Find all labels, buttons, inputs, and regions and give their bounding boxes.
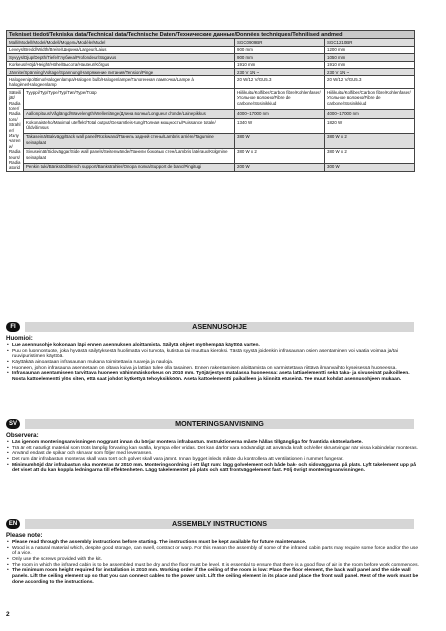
- row-label: Sivuseinät/Sidoväggar/Side wall panels/Seitenwände/Панели боковых стен/Lambris latéraux/Külgmine seinaplaat: [24, 148, 235, 163]
- language-badge-sv: SV: [6, 419, 20, 429]
- row-label: Aallonpituus/Våglängd/Wavelength/Wellenlänge/Длина волны/Longueur d'onde/Lainepikkus: [24, 110, 235, 119]
- instruction-list-sv: [6, 440, 420, 474]
- row-label: Halogeenipolttimo/Halogenlampa/Halogen bulb/Halogenlampe/Галогенная лампочка/Lampe à halogène/Halogeenlamp: [7, 76, 235, 89]
- table-row: [7, 61, 415, 68]
- list-item: • Wood is a natural material which, despite good storage, can swell, contract or warp. For this reason the assembly of some of the infrared cabin parts may require some force and/or the use of a vice.: [12, 546, 420, 557]
- row-value: 1050 mm: [325, 54, 415, 61]
- row-label: Tyyppi/Typ/Type/Typ/Тип/Type/Tüüp: [24, 89, 235, 110]
- list-item: • Lue asennusohje kokonaan läpi ennen asennuksen aloittamista. Säilytä ohjeet myöhempää käyttöä varten.: [12, 343, 420, 349]
- section-title-bar: [25, 322, 414, 332]
- row-label: Jännite/Spänning/Voltage/Spannung/Напряжение питания/Tension/Pinge: [7, 69, 235, 76]
- table-row: [7, 163, 415, 172]
- table-title: Tekniset tiedot/Tekniska data/Technical data/Technische Daten/Технические данные/Données techniques/Tehnilised andmed: [7, 31, 415, 39]
- row-label: Penkin tuki/Bänkstöd/Bench support/Bankstrahler/Опора полка/Support de banc/Pingitugi: [24, 163, 235, 172]
- table-row: [7, 69, 415, 76]
- table-row: [7, 110, 415, 119]
- table-row: [7, 76, 415, 89]
- technical-data-table: [6, 30, 415, 172]
- list-item: • Käyttäkää ainoastaan infrasaunan mukana toimitettavia ruuveja ja nauloja.: [12, 360, 420, 366]
- table-row: [7, 133, 415, 148]
- list-item: • Only use the screws provided with the kit.: [12, 557, 420, 563]
- table-row: [7, 54, 415, 61]
- row-value: 380 W x 2: [325, 148, 415, 163]
- row-value: 1340 W: [235, 119, 325, 134]
- row-value: 900 mm: [235, 46, 325, 53]
- radiator-group-label: Säteilijät/ Radiatorer/ Radiators/ Strahler/ Излучатели/ Radiateurs/ Radiaatorid: [7, 89, 24, 172]
- list-item: • The minimum room height required for installation is 2010 mm. Working order if the ceiling of the room is low: Place the floor element, the back wall panel and the side wall panels. Lift the ceiling element up so that you can connect cables to the power unit. Lift the ceiling element in its place and place the front wall panel. Rest of the work must be done according to the instructions.: [12, 568, 420, 585]
- row-label: Takaseinä/Bakvägg/Back wall panel/Rückwand/Панель задней стены/Lambris arrière/Tagumine seinaplaat: [24, 133, 235, 148]
- row-value: 200 W: [235, 163, 325, 172]
- row-value: 20 W/12 V/GU5.3: [325, 76, 415, 89]
- section-subtitle: Huomioi:: [6, 335, 33, 342]
- row-value: 4000–17000 nm: [325, 110, 415, 119]
- list-item: • Använd endast de spikar och skruvar som följer med leveransen.: [12, 451, 420, 457]
- row-value: Hiilikuitu/Kolfiber/Carbon fibre/Kohlenfaser/ Угольное волокно/Fibre de carbone/Süsinikkiud: [235, 89, 325, 110]
- section-title-bar: [25, 419, 414, 429]
- list-item: • The room in which the infrared cabin is to be assembled must be dry and the floor must be level. It is essential to ensure that there is a good flow of air in the room before work commences.: [12, 563, 420, 569]
- list-item: • Det rum där infrabastun monteras skall vara torrt och golvet skall vara jämnt. Innan bygget inleds måste du kontrollera att ventilationen i rummet fungerar.: [12, 457, 420, 463]
- row-value: SGC1210BR: [325, 39, 415, 46]
- row-label: Leveys/Bredd/Width/Breite/Ширина/Largeur/Laius: [7, 46, 235, 53]
- row-value: 380 W: [235, 133, 325, 148]
- row-value: Hiilikuitu/Kolfiber/Carbon fibre/Kohlenfaser/ Угольное волокно/Fibre de carbone/Süsinikkiud: [325, 89, 415, 110]
- row-value: 1820 W: [325, 119, 415, 134]
- list-item: • Minimumhöjd där infrabastun ska monteras är 2010 mm. Monteringsordning i ett lågt rum: lägg golvelement och både bak- och sidoväggarna på plats. Lyft takelement upp på det viset att du kan koppla ledningarna till effektenheten. Lägg takelementet på plats och sätt frontväggelement fast. Följ övrigt monteringsanvisningen.: [12, 463, 420, 474]
- list-item: • Trä är ett naturligt material som trots lämplig förvaring kan svälla, krympa eller vridas. Det kan därför vara nödvändigt att använda kraft och/eller skruvtvingar när vissa kabindelar monteras.: [12, 446, 420, 452]
- row-value: 20 W/12 V/GU5.3: [235, 76, 325, 89]
- row-value: 1200 mm: [325, 46, 415, 53]
- row-value: 230 V 1N ~: [325, 69, 415, 76]
- row-label: Korkeus/Höjd/Height/Höhe/Высота/Hauteur/Kõrgus: [7, 61, 235, 68]
- row-value: 380 W x 2: [325, 133, 415, 148]
- instruction-list-fi: [6, 343, 420, 383]
- row-label: Malli/Modell/Model/Modell/Модель/Modèle/Mudel: [7, 39, 235, 46]
- row-value: 900 mm: [235, 54, 325, 61]
- section-subtitle: Please note:: [6, 532, 43, 539]
- row-value: 1910 mm: [235, 61, 325, 68]
- table-row: [7, 148, 415, 163]
- list-item: • Please read through the assembly instructions before starting. The instructions must be kept available for future maintenance.: [12, 540, 420, 546]
- row-label: Kokonaisteho/Maximal uteffekt/Total output/Gesamtleis-tung/Полная мощность/Puissance totale/Üldvõimsus: [24, 119, 235, 134]
- instruction-list-en: [6, 540, 420, 585]
- table-title-row: [7, 31, 415, 39]
- table-row: [7, 89, 415, 110]
- list-item: • Infrasaunan asentamiseen tarvittava huoneen vähimmäiskorkeus on 2010 mm. Työjärjestys matalassa huoneessa: aseta lattiaelementti sekä taka- ja sivuseinät paikoilleen. Nosta kattoelementti ylös siten, että saat johdot kytkettyä tehoyksikköön. Aseta kattoelementti paikalleen ja kiinnitä etuseinä. Tee muut kohdat asennusohjeen mukaan.: [12, 371, 420, 382]
- list-item: • Huoneen, johon infrasauna asennetaan on oltava kuiva ja lattian tulee olla tasainen. Ennen rakentamisen aloittamista on varmistettava riittävä ilmanvaihto kyseisessä huoneessa.: [12, 366, 420, 372]
- row-value: 4000–17000 nm: [235, 110, 325, 119]
- section-subtitle: Observera:: [6, 432, 39, 439]
- section-header-sv: [6, 419, 414, 429]
- row-value: 1910 mm: [325, 61, 415, 68]
- section-header-en: [6, 519, 414, 529]
- section-title: ASENNUSOHJE: [192, 322, 247, 331]
- section-title: ASSEMBLY INSTRUCTIONS: [171, 519, 268, 528]
- section-title: MONTERINGSANVISNING: [175, 419, 264, 428]
- list-item: • Puu on luonnontuote, joka hyvästä säilytyksestä huolimatta voi turvota, kutistua tai muuttua kieroksi. Tästä syystä joidenkin infrasaunan osien asentaminen voi vaatia voimaa ja/tai ruuvipuristimen käyttöä.: [12, 349, 420, 360]
- row-value: 380 W x 2: [235, 148, 325, 163]
- row-value: 300 W: [325, 163, 415, 172]
- section-header-fi: [6, 322, 414, 332]
- row-value: 230 V 1N ~: [235, 69, 325, 76]
- language-badge-en: EN: [6, 519, 20, 529]
- row-label: Syvyys/Djup/Depth/Tiefe/Глубина/Profondeur/Sügavus: [7, 54, 235, 61]
- table-row: [7, 39, 415, 46]
- list-item: • Läs igenom monteringsanvisningen noggrant innan du börjar montera infrabastun. Instruktionerna måste hållas tillgängliga för framtida skötselarbete.: [12, 440, 420, 446]
- section-title-bar: [25, 519, 414, 529]
- table-row: [7, 119, 415, 134]
- language-badge-fi: FI: [6, 322, 20, 332]
- table-row: [7, 46, 415, 53]
- page-number: 2: [6, 611, 10, 618]
- row-value: SGC0909BR: [235, 39, 325, 46]
